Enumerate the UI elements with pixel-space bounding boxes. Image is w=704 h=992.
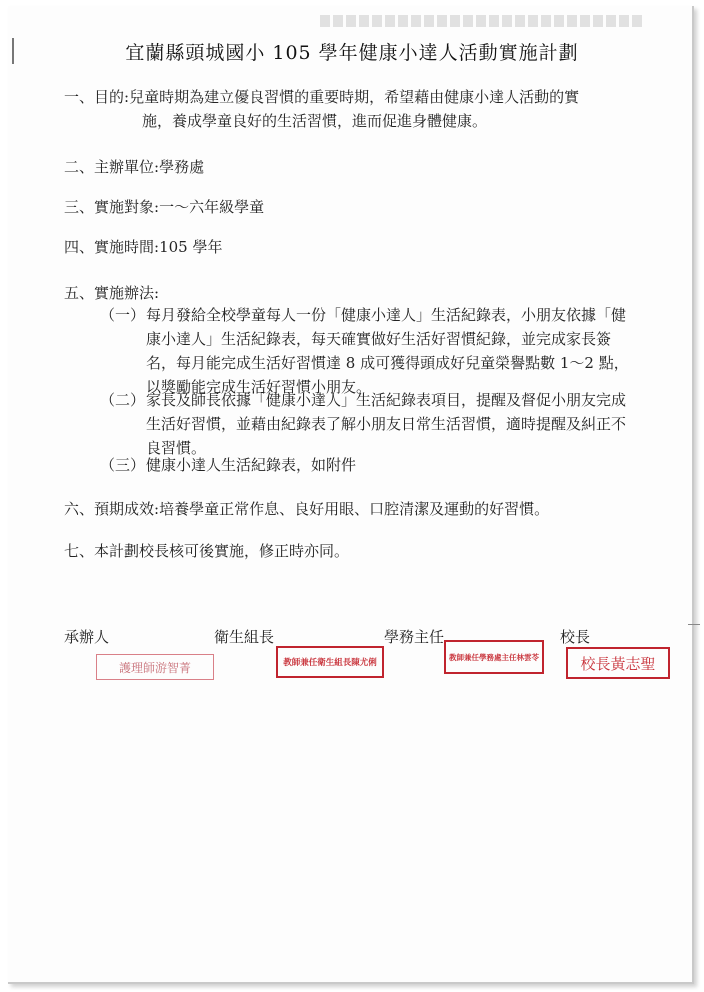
scanned-page — [8, 6, 694, 984]
outcome-section — [64, 496, 549, 522]
organizer-value: 學務處 — [159, 158, 205, 176]
outcome-value: 培養學童正常作息、良好用眼、口腔清潔及運動的好習慣。 — [159, 500, 550, 518]
methods-label: 五、實施辦法: — [64, 284, 160, 302]
purpose-text-line1: 兒童時期為建立優良習慣的重要時期，希望藉由健康小達人活動的實 — [129, 88, 580, 106]
principal-seal-text: 校長黃志聖 — [580, 654, 656, 673]
target-label: 三、實施對象: — [64, 198, 160, 216]
time-section — [64, 234, 222, 260]
time-label: 四、實施時間: — [64, 238, 160, 256]
method-1-text: 每月發給全校學童每人一份「健康小達人」生活紀錄表，小朋友依據「健康小達人」生活紀錄表，每天確實做好生活好習慣紀錄，並完成家長簽名，每月能完成生活好習慣達 8 成可獲得頭成好兒童榮譽點數 1～2 點，以獎勵能完成生活好習慣小朋友。 — [146, 306, 629, 396]
handler-seal — [96, 654, 214, 680]
time-value: 105 學年 — [159, 238, 223, 256]
signature-role-student-affairs-director: 學務主任 — [384, 628, 445, 646]
outcome-label: 六、預期成效: — [64, 500, 160, 518]
purpose-text-line2: 施，養成學童良好的生活習慣，進而促進身體健康。 — [142, 112, 488, 130]
signature-role-health-leader: 衛生組長 — [214, 628, 275, 646]
method-2-text: 家長及師長依據「健康小達人」生活紀錄表項目，提醒及督促小朋友完成生活好習慣，並藉由紀錄表了解小朋友日常生活習慣，適時提醒及糾正不良習慣。 — [146, 391, 627, 457]
method-3-number: （三） — [100, 456, 146, 474]
method-3-text: 健康小達人生活紀錄表，如附件 — [146, 456, 357, 474]
signature-role-principal: 校長 — [560, 628, 591, 646]
organizer-section — [64, 154, 204, 180]
health-leader-seal-text: 教師兼任衛生組長陳尤俐 — [283, 658, 377, 668]
method-2-number: （二） — [100, 391, 146, 409]
target-value: 一～六年級學童 — [159, 198, 265, 216]
handler-seal-text: 護理師游智菁 — [118, 660, 191, 675]
bleed-through-text — [320, 12, 680, 28]
approval-section: 七、本計劃校長核可後實施，修正時亦同。 — [64, 542, 350, 560]
signature-role-handler: 承辦人 — [64, 628, 110, 646]
organizer-label: 二、主辦單位: — [64, 158, 160, 176]
purpose-section — [64, 84, 579, 110]
health-leader-seal — [276, 646, 384, 678]
method-1-number: （一） — [100, 306, 146, 324]
purpose-label: 一、目的: — [64, 88, 130, 106]
student-affairs-seal-text: 教師兼任學務處主任林雲苓 — [449, 652, 539, 662]
principal-seal — [566, 647, 670, 679]
document-title: 宜蘭縣頭城國小 105 學年健康小達人活動實施計劃 — [125, 42, 579, 64]
student-affairs-seal — [444, 640, 544, 674]
edge-tick-mark — [688, 624, 700, 625]
target-section — [64, 194, 264, 220]
